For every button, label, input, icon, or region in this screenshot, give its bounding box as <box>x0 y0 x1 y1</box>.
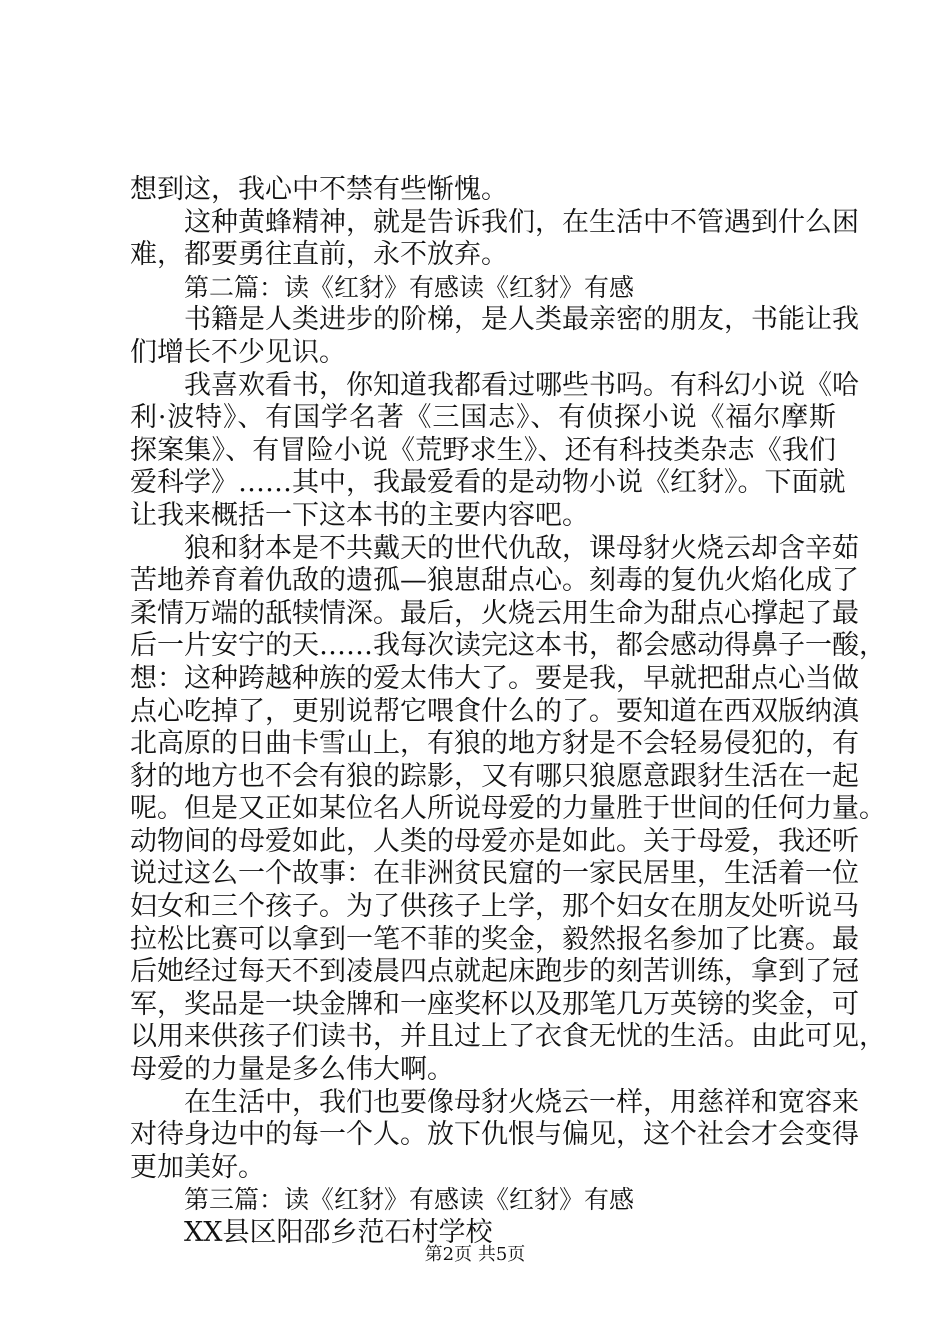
section-heading: 第三篇：读《红豺》有感读《红豺》有感 <box>184 1185 635 1215</box>
paragraph-line: 狼和豺本是不共戴天的世代仇敌，课母豺火烧云却含辛茹 <box>184 532 859 564</box>
paragraph-line: 北高原的日曲卡雪山上，有狼的地方豺是不会轻易侵犯的，有 <box>130 728 859 760</box>
document-body <box>130 174 886 1250</box>
paragraph-line: 想到这，我心中不禁有些惭愧。 <box>130 174 508 205</box>
paragraph-line: 苦地养育着仇敌的遗孤—狼崽甜点心。刻毒的复仇火焰化成了 <box>130 565 859 597</box>
page-footer <box>0 1243 950 1267</box>
paragraph-line: 对待身边中的每一个人。放下仇恨与偏见，这个社会才会变得 <box>130 1119 859 1151</box>
paragraph-line: 说过这么一个故事：在非洲贫民窟的一家民居里，生活着一位 <box>130 858 859 890</box>
school-name-line: XX县区阳邵乡范石村学校 <box>184 1217 493 1248</box>
paragraph-line: 让我来概括一下这本书的主要内容吧。 <box>130 499 589 531</box>
paragraph-line: 我喜欢看书，你知道我都看过哪些书吗。有科幻小说《哈 <box>184 369 859 401</box>
paragraph-line: 柔情万端的舐犊情深。最后，火烧云用生命为甜点心撑起了最 <box>130 597 859 629</box>
paragraph-line: 以用来供孩子们读书，并且过上了衣食无忧的生活。由此可见， <box>130 1021 886 1053</box>
paragraph-line: 想：这种跨越种族的爱太伟大了。要是我，早就把甜点心当做 <box>130 662 859 694</box>
section-heading: 第二篇：读《红豺》有感读《红豺》有感 <box>184 272 635 302</box>
paragraph-line: 爱科学》……其中，我最爱看的是动物小说《红豺》。下面就 <box>130 467 846 499</box>
page-number: 第2页 共5页 <box>424 1244 526 1265</box>
paragraph-line: 在生活中，我们也要像母豺火烧云一样，用慈祥和宽容来 <box>184 1086 859 1118</box>
paragraph-line: 探案集》、有冒险小说《荒野求生》、还有科技类杂志《我们 <box>130 434 836 466</box>
paragraph-line: 这种黄蜂精神，就是告诉我们，在生活中不管遇到什么困 <box>184 206 859 238</box>
paragraph-line: 利·波特》、有国学名著《三国志》、有侦探小说《福尔摩斯 <box>130 402 836 434</box>
paragraph-line: 后一片安宁的天……我每次读完这本书，都会感动得鼻子一酸， <box>130 630 886 662</box>
paragraph-line: 动物间的母爱如此，人类的母爱亦是如此。关于母爱，我还听 <box>130 825 859 857</box>
paragraph-line: 们增长不少见识。 <box>130 336 346 368</box>
paragraph-line: 呢。但是又正如某位名人所说母爱的力量胜于世间的任何力量。 <box>130 793 886 825</box>
paragraph-line: 妇女和三个孩子。为了供孩子上学，那个妇女在朋友处听说马 <box>130 891 859 923</box>
paragraph-line: 难，都要勇往直前，永不放弃。 <box>130 239 508 271</box>
paragraph-line: 更加美好。 <box>130 1151 265 1183</box>
paragraph-line: 军，奖品是一块金牌和一座奖杯以及那笔几万英镑的奖金，可 <box>130 988 859 1020</box>
paragraph-line: 点心吃掉了，更别说帮它喂食什么的了。要知道在西双版纳滇 <box>130 695 859 727</box>
paragraph-line: 书籍是人类进步的阶梯，是人类最亲密的朋友，书能让我 <box>184 304 859 336</box>
paragraph-line: 拉松比赛可以拿到一笔不菲的奖金，毅然报名参加了比赛。最 <box>130 923 859 955</box>
paragraph-line: 后她经过每天不到凌晨四点就起床跑步的刻苦训练，拿到了冠 <box>130 956 859 988</box>
paragraph-line: 母爱的力量是多么伟大啊。 <box>130 1054 454 1086</box>
paragraph-line: 豺的地方也不会有狼的踪影，又有哪只狼愿意跟豺生活在一起 <box>130 760 859 792</box>
